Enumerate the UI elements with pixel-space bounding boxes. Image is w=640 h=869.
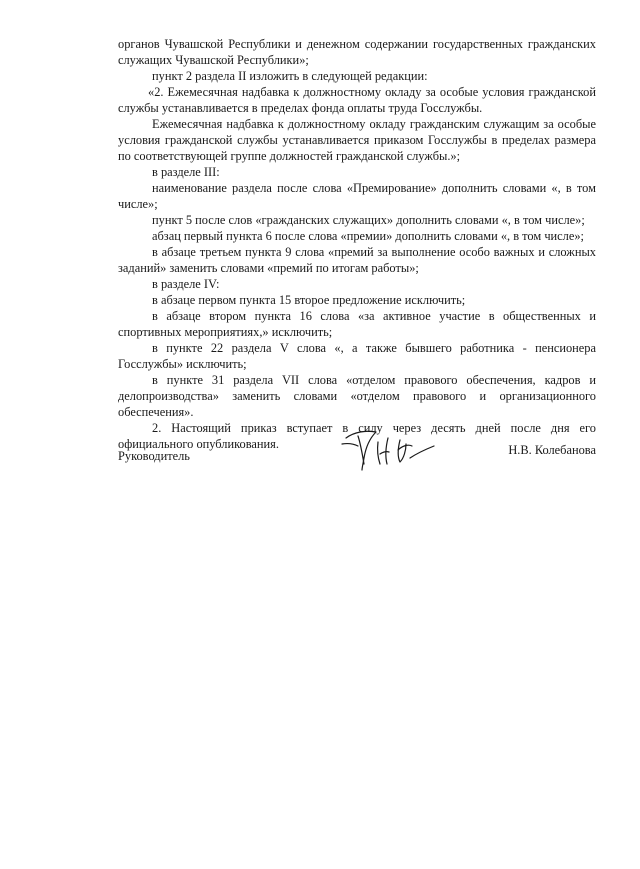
paragraph-1: органов Чувашской Республики и денежном содержании государственных гражданских служащих Чувашской Республики»; (118, 37, 596, 67)
paragraph-9: в абзаце третьем пункта 9 слова «премий за выполнение особо важных и сложных заданий» заменить словами «премий по итогам работы»; (118, 245, 596, 275)
paragraph-12: в абзаце втором пункта 16 слова «за активное участие в общественных и спортивных мероприятиях,» исключить; (118, 309, 596, 339)
handwritten-signature-icon (340, 424, 440, 474)
signatory-name: Н.В. Колебанова (508, 443, 596, 457)
paragraph-13: в пункте 22 раздела V слова «, а также бывшего работника - пенсионера Госслужбы» исключить; (118, 341, 596, 371)
signature-block (118, 440, 596, 470)
paragraph-5: в разделе III: (152, 165, 220, 179)
paragraph-11: в абзаце первом пункта 15 второе предложение исключить; (152, 293, 466, 307)
paragraph-14: в пункте 31 раздела VII слова «отделом правового обеспечения, кадров и делопроизводства» заменить словами «отделом правового и организационного обеспечения». (118, 373, 596, 419)
document-body (118, 36, 596, 452)
paragraph-8: абзац первый пункта 6 после слова «премии» дополнить словами «, в том числе»; (152, 229, 584, 243)
paragraph-7: пункт 5 после слов «гражданских служащих» дополнить словами «, в том числе»; (152, 213, 585, 227)
paragraph-6: наименование раздела после слова «Премирование» дополнить словами «, в том числе»; (118, 181, 596, 211)
signatory-title: Руководитель (118, 449, 190, 463)
paragraph-15: 2. Настоящий приказ вступает в силу через десять дней после дня его официального опубликования. (118, 421, 596, 451)
paragraph-4: Ежемесячная надбавка к должностному окладу гражданским служащим за особые условия гражданской службы устанавливается приказом Госслужбы в пределах размера по соответствующей группе должностей гражданской службы.»; (118, 117, 596, 163)
paragraph-2: пункт 2 раздела II изложить в следующей редакции: (152, 69, 428, 83)
paragraph-10: в разделе IV: (152, 277, 220, 291)
paragraph-3: «2. Ежемесячная надбавка к должностному окладу за особые условия гражданской службы устанавливается в пределах фонда оплаты труда Госслужбы. (118, 85, 596, 115)
